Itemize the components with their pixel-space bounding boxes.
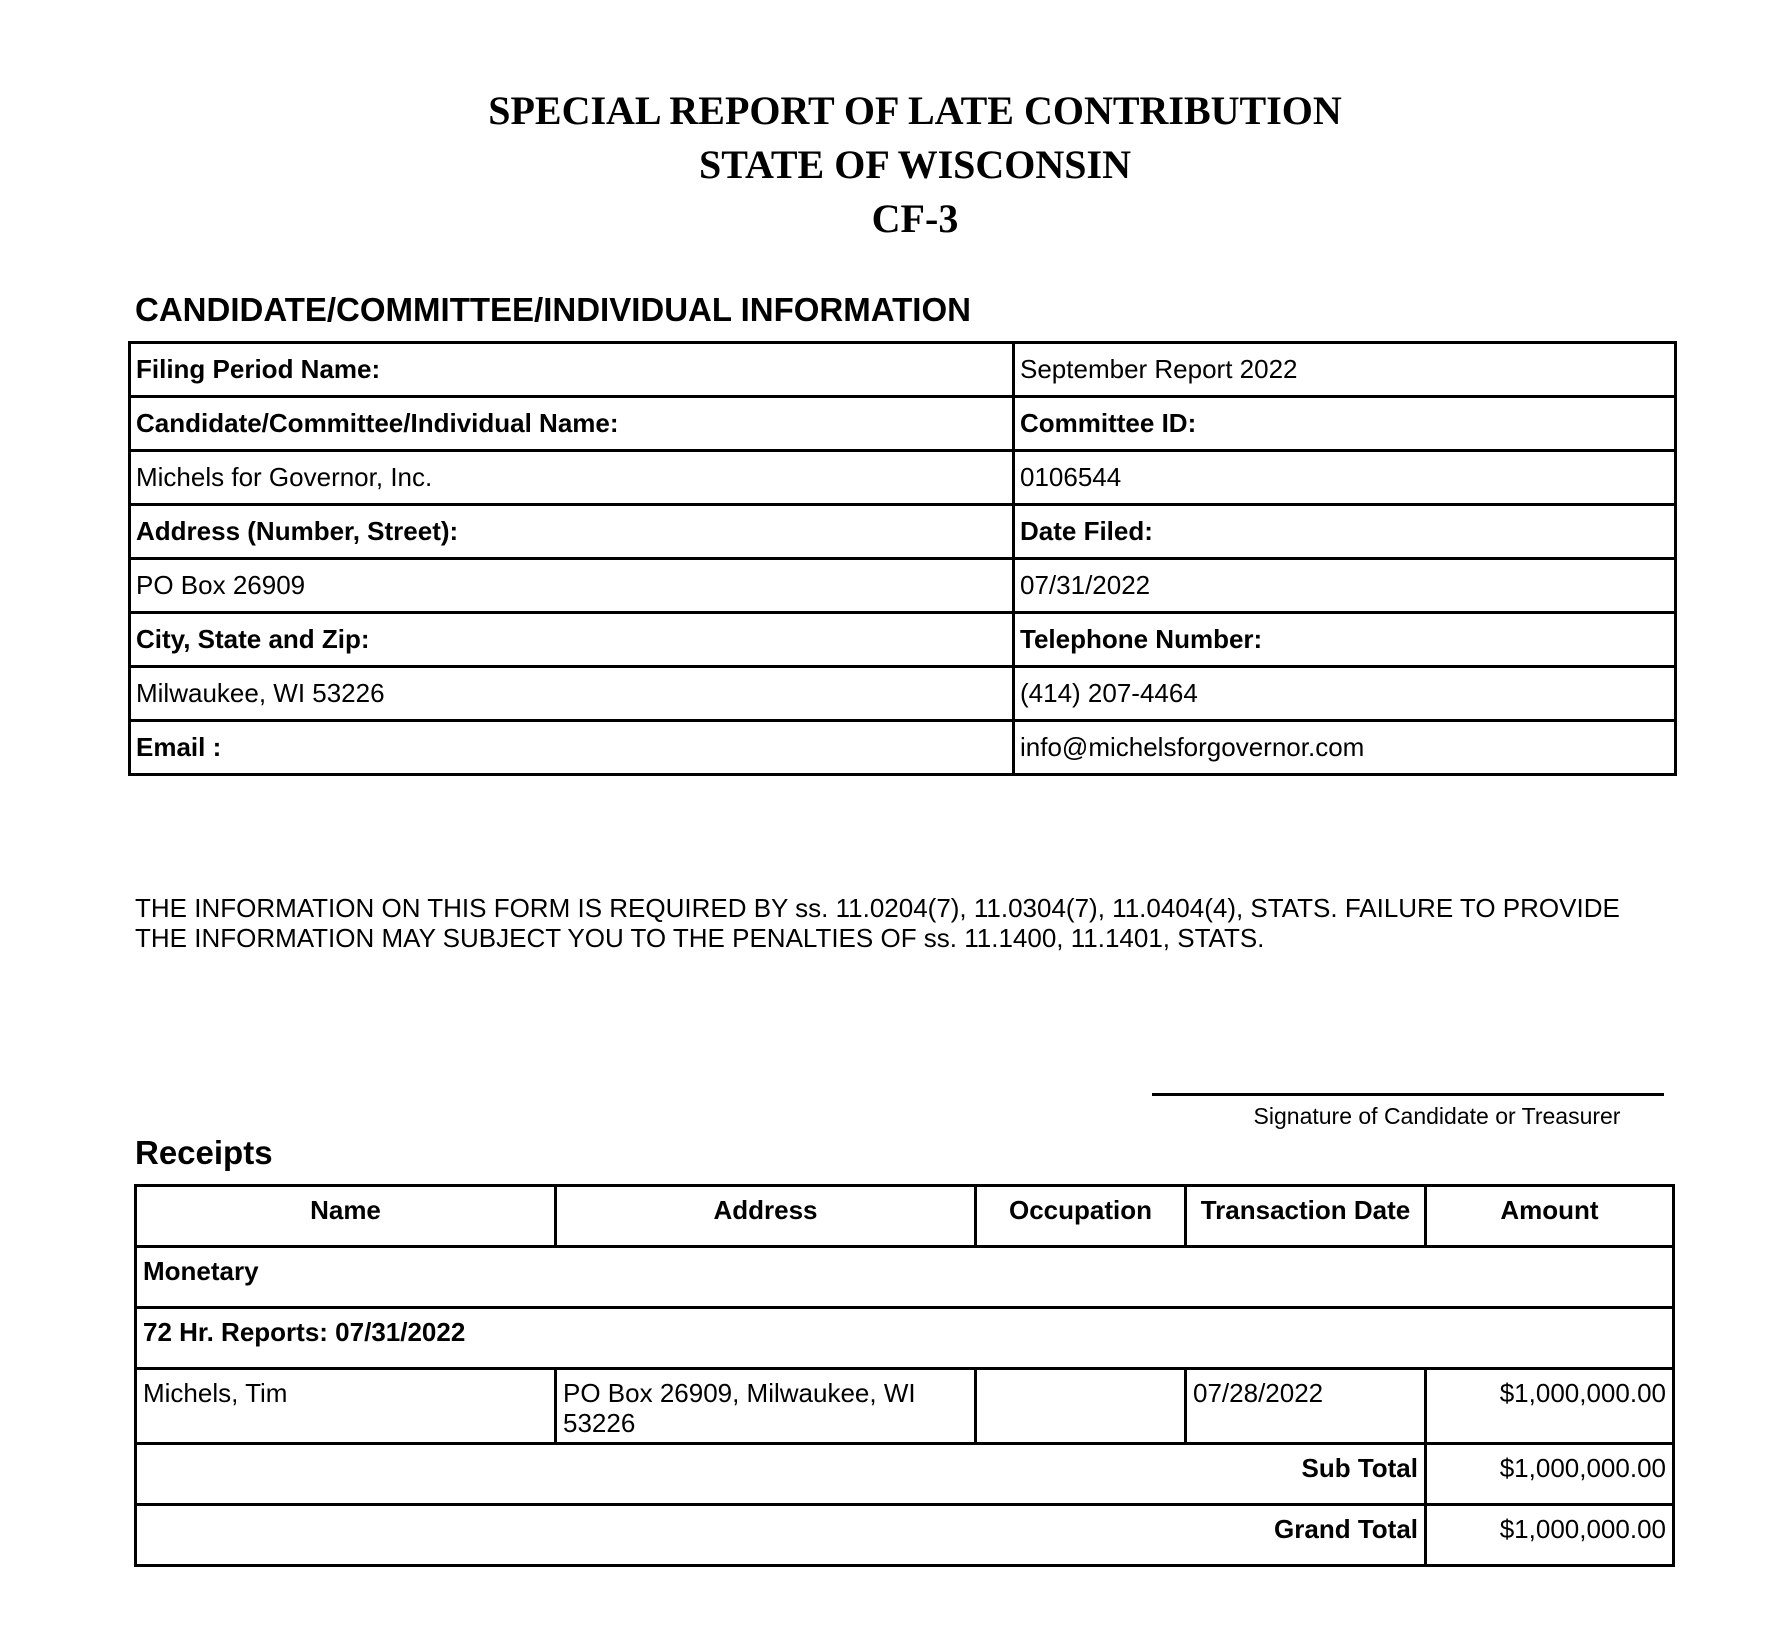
filing-period-label: Filing Period Name: <box>130 343 1014 397</box>
notice-line-2: THE INFORMATION MAY SUBJECT YOU TO THE PENALTIES OF ss. 11.1400, 11.1401, STATS. <box>135 923 1265 953</box>
column-header-name: Name <box>136 1186 556 1247</box>
report-title-line-1: SPECIAL REPORT OF LATE CONTRIBUTION <box>488 88 1342 133</box>
report-title-line-3: CF-3 <box>871 196 959 241</box>
group-label-monetary: Monetary <box>136 1247 1674 1308</box>
receipts-header-row <box>136 1186 1674 1247</box>
column-header-transaction-date: Transaction Date <box>1186 1186 1426 1247</box>
filing-period-value: September Report 2022 <box>1014 343 1676 397</box>
city-label: City, State and Zip: <box>130 613 1014 667</box>
email-label: Email : <box>130 721 1014 775</box>
info-section-heading: CANDIDATE/COMMITTEE/INDIVIDUAL INFORMATION <box>135 291 971 328</box>
grandtotal-value: $1,000,000.00 <box>1426 1505 1674 1566</box>
subtotal-row <box>136 1444 1674 1505</box>
column-header-address: Address <box>556 1186 976 1247</box>
receipts-heading: Receipts <box>135 1134 273 1171</box>
statutory-notice <box>135 893 1715 953</box>
info-row <box>130 721 1676 775</box>
info-row <box>130 451 1676 505</box>
address-label: Address (Number, Street): <box>130 505 1014 559</box>
info-row <box>130 667 1676 721</box>
column-header-amount: Amount <box>1426 1186 1674 1247</box>
notice-line-1: THE INFORMATION ON THIS FORM IS REQUIRED BY ss. 11.0204(7), 11.0304(7), 11.0404(4), STATS. FAILURE TO PROVIDE <box>135 893 1620 923</box>
signature-label: Signature of Candidate or Treasurer <box>1253 1103 1621 1129</box>
transaction-amount: $1,000,000.00 <box>1426 1369 1674 1444</box>
report-title <box>0 84 1775 246</box>
contributor-occupation <box>976 1369 1186 1444</box>
table-row <box>136 1369 1674 1444</box>
committee-id-value: 0106544 <box>1014 451 1676 505</box>
committee-name-value: Michels for Governor, Inc. <box>130 451 1014 505</box>
receipts-table <box>134 1184 1675 1567</box>
grandtotal-row <box>136 1505 1674 1566</box>
info-row <box>130 559 1676 613</box>
info-row <box>130 397 1676 451</box>
info-row <box>130 613 1676 667</box>
committee-id-label: Committee ID: <box>1014 397 1676 451</box>
group-row <box>136 1247 1674 1308</box>
city-value: Milwaukee, WI 53226 <box>130 667 1014 721</box>
committee-name-label: Candidate/Committee/Individual Name: <box>130 397 1014 451</box>
transaction-date: 07/28/2022 <box>1186 1369 1426 1444</box>
subgroup-label: 72 Hr. Reports: 07/31/2022 <box>136 1308 1674 1369</box>
grandtotal-label: Grand Total <box>136 1505 1426 1566</box>
info-table <box>128 341 1677 776</box>
subtotal-label: Sub Total <box>136 1444 1426 1505</box>
telephone-value: (414) 207-4464 <box>1014 667 1676 721</box>
column-header-occupation: Occupation <box>976 1186 1186 1247</box>
contributor-address: PO Box 26909, Milwaukee, WI 53226 <box>556 1369 976 1444</box>
telephone-label: Telephone Number: <box>1014 613 1676 667</box>
report-title-line-2: STATE OF WISCONSIN <box>699 142 1131 187</box>
email-value: info@michelsforgovernor.com <box>1014 721 1676 775</box>
info-row <box>130 343 1676 397</box>
date-filed-value: 07/31/2022 <box>1014 559 1676 613</box>
address-value: PO Box 26909 <box>130 559 1014 613</box>
subtotal-value: $1,000,000.00 <box>1426 1444 1674 1505</box>
date-filed-label: Date Filed: <box>1014 505 1676 559</box>
signature-line <box>1152 1093 1664 1096</box>
subgroup-row <box>136 1308 1674 1369</box>
contributor-name: Michels, Tim <box>136 1369 556 1444</box>
info-row <box>130 505 1676 559</box>
